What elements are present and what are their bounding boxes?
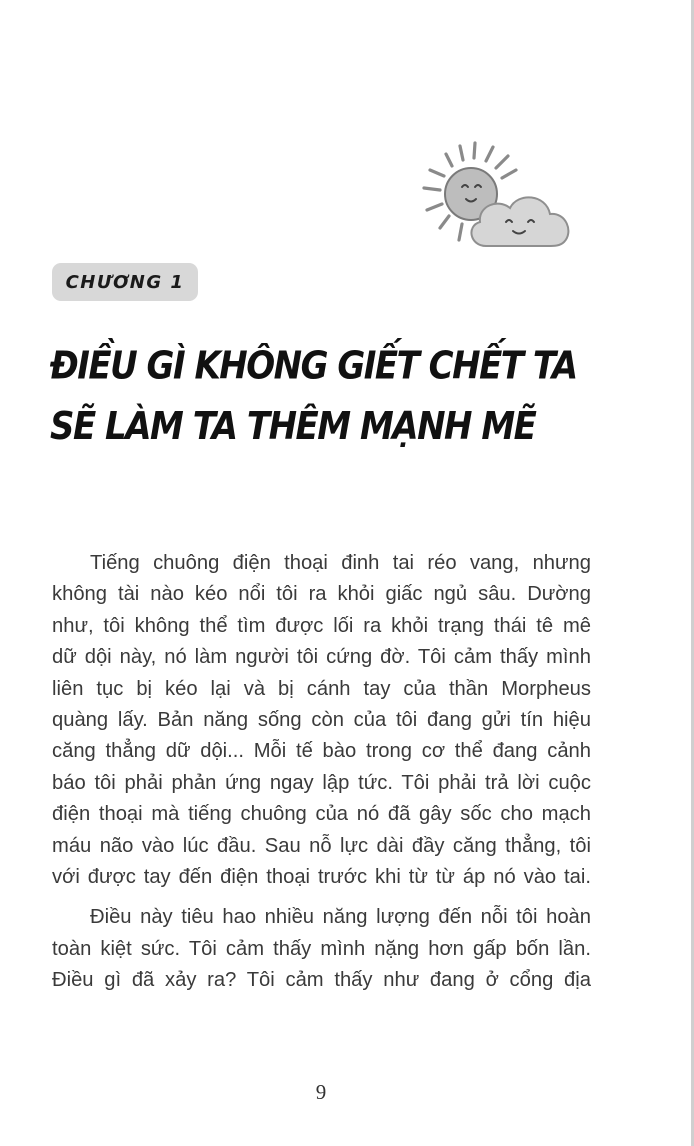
chapter-title: [50, 336, 650, 457]
text-line: toàn kiệt sức. Tôi cảm thấy mình nặng hơn gấp bốn lần.: [52, 937, 591, 960]
text-line: quàng lấy. Bản năng sống còn của tôi đang gửi tín hiệu: [52, 709, 591, 732]
text-line: với được tay đến điện thoại trước khi từ từ áp nó vào tai.: [52, 866, 591, 889]
text-line: báo tôi phải phản ứng ngay lập tức. Tôi phải trả lời cuộc: [52, 771, 591, 794]
text-line: không tài nào kéo nổi tôi ra khỏi giấc ngủ sâu. Dường: [52, 583, 591, 606]
body-text: [52, 548, 591, 1006]
text-line: dữ dội này, nó làm người tôi cứng đờ. Tôi cảm thấy mình: [52, 646, 591, 669]
chapter-title-line-1: ĐIỀU GÌ KHÔNG GIẾT CHẾT TA: [50, 343, 577, 389]
sun-cloud-icon: [418, 140, 578, 255]
page-number: 9: [315, 1080, 327, 1104]
text-line: Điều gì đã xảy ra? Tôi cảm thấy như đang ở cổng địa: [52, 969, 591, 992]
text-line: máu não vào lúc đầu. Sau nỗ lực dài đầy căng thẳng, tôi: [52, 834, 591, 857]
paragraph-1: [52, 548, 591, 893]
chapter-label: CHƯƠNG 1: [52, 263, 198, 301]
chapter-title-line-2: SẼ LÀM TA THÊM MẠNH MẼ: [50, 404, 536, 450]
text-line: liên tục bị kéo lại và bị cánh tay của thần Morpheus: [52, 677, 591, 700]
text-line: Tiếng chuông điện thoại đinh tai réo vang, nhưng: [90, 552, 591, 574]
text-line: Điều này tiêu hao nhiều năng lượng đến nỗi tôi hoàn: [90, 906, 591, 929]
text-line: căng thẳng dữ dội... Mỗi tế bào trong cơ thể đang cảnh: [52, 740, 591, 763]
paragraph-2: [52, 902, 591, 996]
text-line: điện thoại mà tiếng chuông của nó đã gây sốc cho mạch: [52, 803, 591, 826]
text-line: như, tôi không thể tìm được lối ra khỏi trạng thái tê mê: [52, 614, 591, 637]
